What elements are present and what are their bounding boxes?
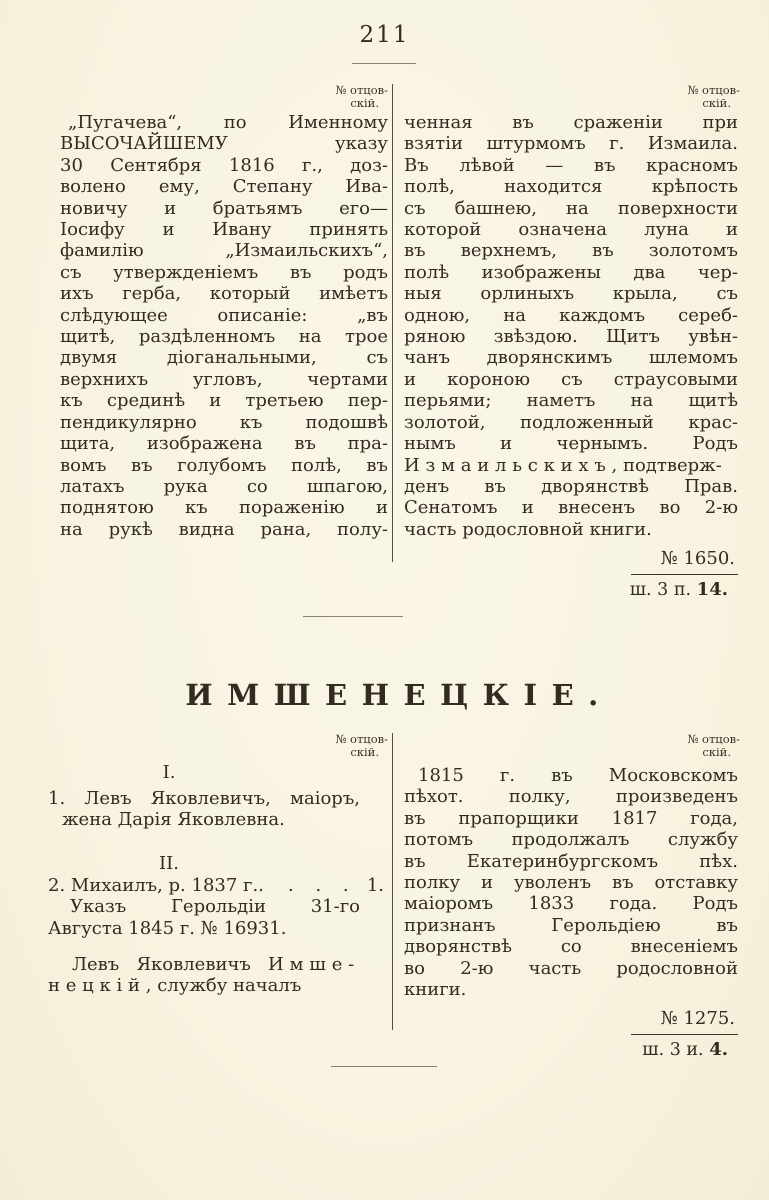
father-number-column-label: № отцов- скій. (687, 83, 740, 110)
biography-line-1: Левъ Яковлевичъ Имше- (72, 954, 360, 976)
bottom-divider (331, 1066, 437, 1067)
father-number-column-label: № отцов- скій. (335, 732, 388, 759)
father-number-column-label: № отцов- скій. (687, 732, 740, 759)
biography-right-part: 1815 г. въ Московскомъ пѣхот. полку, произведенъ въ прапорщики 1817 года, потомъ продолжалъ службу въ Екатеринбургскомъ пѣх. полку и уволенъ въ отставку маіоромъ 1833 года. Родъ признанъ Герольдіею въ дворянствѣ со внесеніемъ во 2-ю часть родословной книги. (404, 765, 738, 1001)
genealogy-right-column (404, 765, 738, 1061)
shelf-code-text: ш. 3 и. (642, 1039, 704, 1060)
genealogy-left-column (48, 762, 390, 997)
decree-note: Указъ Герольдіи 31-го Августа 1845 г. № 16931. (48, 896, 360, 939)
biography-line-2: нецкій, службу началъ (48, 975, 302, 997)
generation-heading-i: I. (162, 762, 176, 783)
entry-ref-block (404, 548, 738, 601)
entry-text-left-column: „Пугачева“, по Именному ВЫСОЧАЙШЕМУ указу 30 Сентября 1816 г., доз- волено ему, Степану Ива- новичу и братьямъ его— Іосифу и Ивану принять фамилію „Измаильскихъ“, съ утвержденіемъ въ родъ ихъ герба, который имѣетъ слѣдующее описаніе: „въ щитѣ, раздѣленномъ на трое двумя діоганальными, съ верхнихъ угловъ, чертами къ срединѣ и третьею пер- пендикулярно къ подошвѣ щита, изображена въ пра- вомъ въ голубомъ полѣ, въ латахъ рука со шпагою, поднятою къ пораженію и на рукѣ видна рана, полу- (60, 112, 388, 540)
column-divider (392, 84, 393, 562)
entry-text-right-part-a: ченная въ сраженіи при взятіи штурмомъ г. Измаила. Въ лѣвой — въ красномъ полѣ, находится крѣпость съ башнею, на поверхности которой означена луна и въ верхнемъ, въ золотомъ полѣ изображены два чер- ныя орлиныхъ крыла, съ одною, на каждомъ сереб- ряною звѣздою. Щитъ увѣн- чанъ дворянскимъ шлемомъ и короною съ страусовыми перьями; наметъ на щитѣ золотой, подложенный крас- нымъ и чернымъ. Родъ (404, 112, 738, 455)
entry-text-right-column (404, 112, 738, 601)
surname-spaced: Имше- (268, 954, 360, 976)
entry-ref-block (404, 1008, 738, 1061)
family-name-spaced: Измаильскихъ (404, 454, 612, 476)
person-entry-1: 1. Левъ Яковлевичъ, маіоръ, жена Дарія Яковлевна. (48, 788, 360, 831)
person-entry-2-text: 2. Михаилъ, р. 1837 г.. (48, 874, 264, 896)
leader-dots: . . . (288, 874, 349, 896)
surname-spaced: нецкій (48, 975, 146, 997)
page-number-rule (352, 63, 416, 64)
entry-text-right-part-b: денъ въ дворянствѣ Прав. Сенатомъ и внесенъ во 2-ю часть родословной книги. (404, 475, 738, 540)
shelf-code (404, 1039, 738, 1061)
column-divider (392, 733, 393, 1030)
shelf-code (404, 579, 738, 601)
father-number-value: 1. (366, 874, 384, 896)
biography-left-part (48, 954, 360, 997)
shelf-code-text: ш. 3 п. (629, 579, 692, 600)
father-number-column-label: № отцов- скій. (335, 83, 388, 110)
entry-number: № 1650. (631, 548, 738, 574)
shelf-code-bold: 14. (696, 578, 728, 600)
entry-number: № 1275. (631, 1008, 738, 1034)
family-name-letterspaced-line: Измаильскихъ, подтверж- (404, 454, 722, 476)
shelf-code-bold: 4. (709, 1038, 728, 1060)
person-entry-2 (48, 875, 390, 896)
page-number: 211 (359, 22, 410, 48)
section-divider (303, 616, 403, 617)
family-name-heading: ИМШЕНЕЦКІЕ. (185, 678, 613, 712)
generation-heading-ii: II. (159, 852, 179, 874)
